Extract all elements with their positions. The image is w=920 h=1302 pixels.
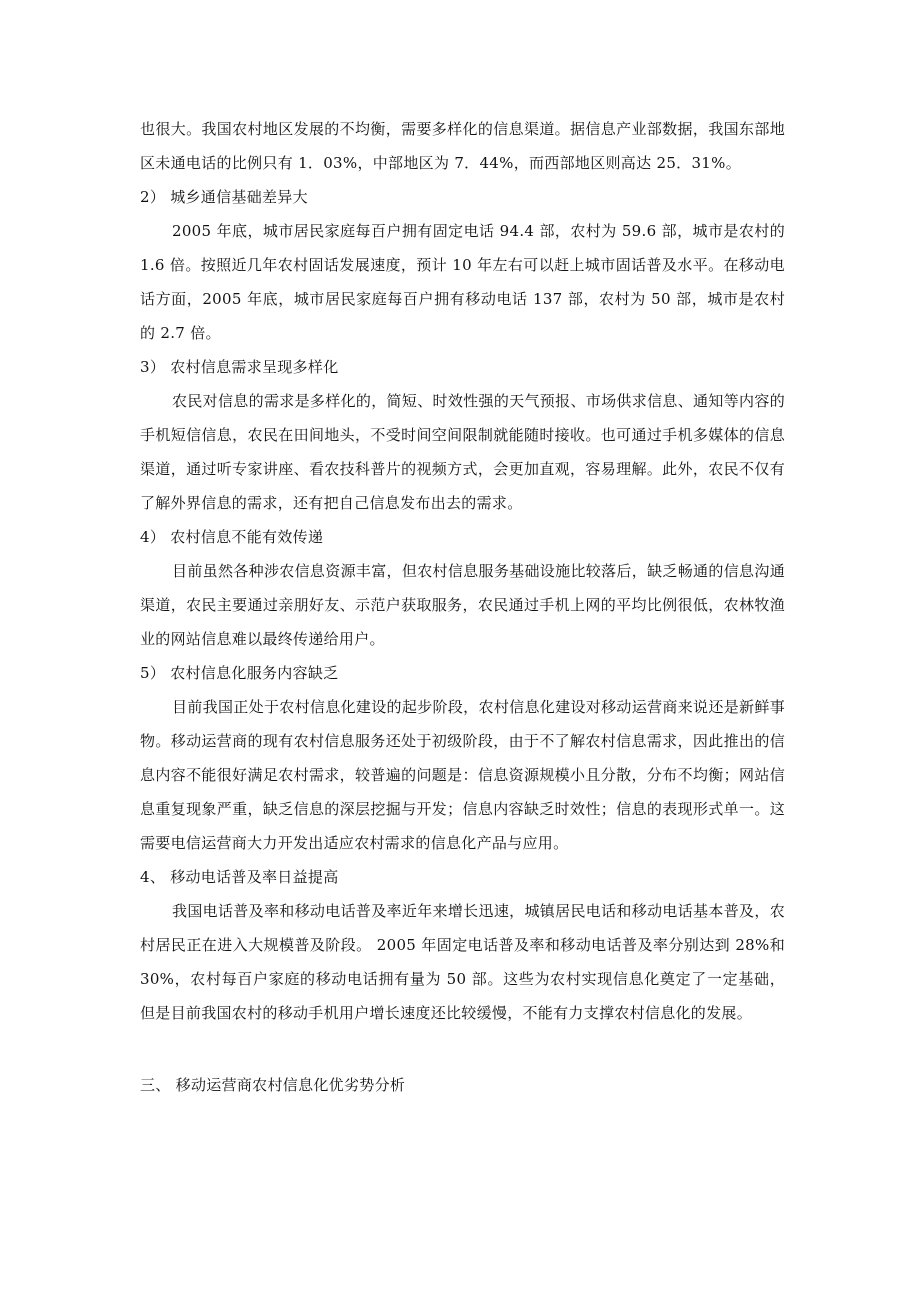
subheading-diverse-demand: 3） 农村信息需求呈现多样化	[140, 358, 339, 376]
paragraph-farmer-demand: 农民对信息的需求是多样化的，简短、时效性强的天气预报、市场供求信息、通知等内容的手机短信信息，农民在田间地头，不受时间空间限制就能随时接收。也可通过手机多媒体的信息渠道，通过听专家讲座、看农技科普片的视频方式，会更加直观，容易理解。此外，农民不仅有了解外界信息的需求，还有把自己信息发布出去的需求。	[140, 392, 785, 512]
section-heading: 三、 移动运营商农村信息化优劣势分析	[140, 1076, 406, 1094]
subheading-info-transfer: 4） 农村信息不能有效传递	[140, 528, 324, 546]
paragraph-content-lacking: 目前我国正处于农村信息化建设的起步阶段，农村信息化建设对移动运营商来说还是新鲜事物。移动运营商的现有农村信息服务还处于初级阶段，由于不了解农村信息需求，因此推出的信息内容不能很好满足农村需求，较普遍的问题是：信息资源规模小且分散，分布不均衡；网站信息重复现象严重，缺乏信息的深层挖掘与开发；信息内容缺乏时效性；信息的表现形式单一。这需要电信运营商大力开发出适应农村需求的信息化产品与应用。	[140, 698, 785, 852]
section-spacer	[140, 1030, 785, 1068]
subheading-mobile-penetration: 4、 移动电话普及率日益提高	[140, 868, 339, 886]
paragraph-telephone-stats: 2005 年底，城市居民家庭每百户拥有固定电话 94.4 部，农村为 59.6 部，城市是农村的 1.6 倍。按照近几年农村固话发展速度，预计 10 年左右可以赶上城市固话普及水平。在移动电话方面，2005 年底，城市居民家庭每百户拥有移动电话 137 部，农村为 50 部，城市是农村的 2.7 倍。	[140, 222, 785, 342]
paragraph-mobile-penetration: 我国电话普及率和移动电话普及率近年来增长迅速，城镇居民电话和移动电话基本普及，农村居民正在进入大规模普及阶段。 2005 年固定电话普及率和移动电话普及率分别达到 28%和 30%，农村每百户家庭的移动电话拥有量为 50 部。这些为农村实现信息化奠定了一定基础，但是目前我国农村的移动手机用户增长速度还比较缓慢，不能有力支撑农村信息化的发展。	[140, 902, 785, 1022]
subheading-urban-rural-gap: 2） 城乡通信基础差异大	[140, 188, 308, 206]
subheading-content-lacking: 5） 农村信息化服务内容缺乏	[140, 664, 339, 682]
paragraph-info-transfer: 目前虽然各种涉农信息资源丰富，但农村信息服务基础设施比较落后，缺乏畅通的信息沟通渠道，农民主要通过亲朋好友、示范户获取服务，农民通过手机上网的平均比例很低，农林牧渔业的网站信息难以最终传递给用户。	[140, 562, 785, 648]
document-body	[140, 112, 785, 1102]
paragraph-continued: 也很大。我国农村地区发展的不均衡，需要多样化的信息渠道。据信息产业部数据，我国东部地区未通电话的比例只有 1．03%，中部地区为 7．44%，而西部地区则高达 25．31%。	[140, 120, 785, 172]
